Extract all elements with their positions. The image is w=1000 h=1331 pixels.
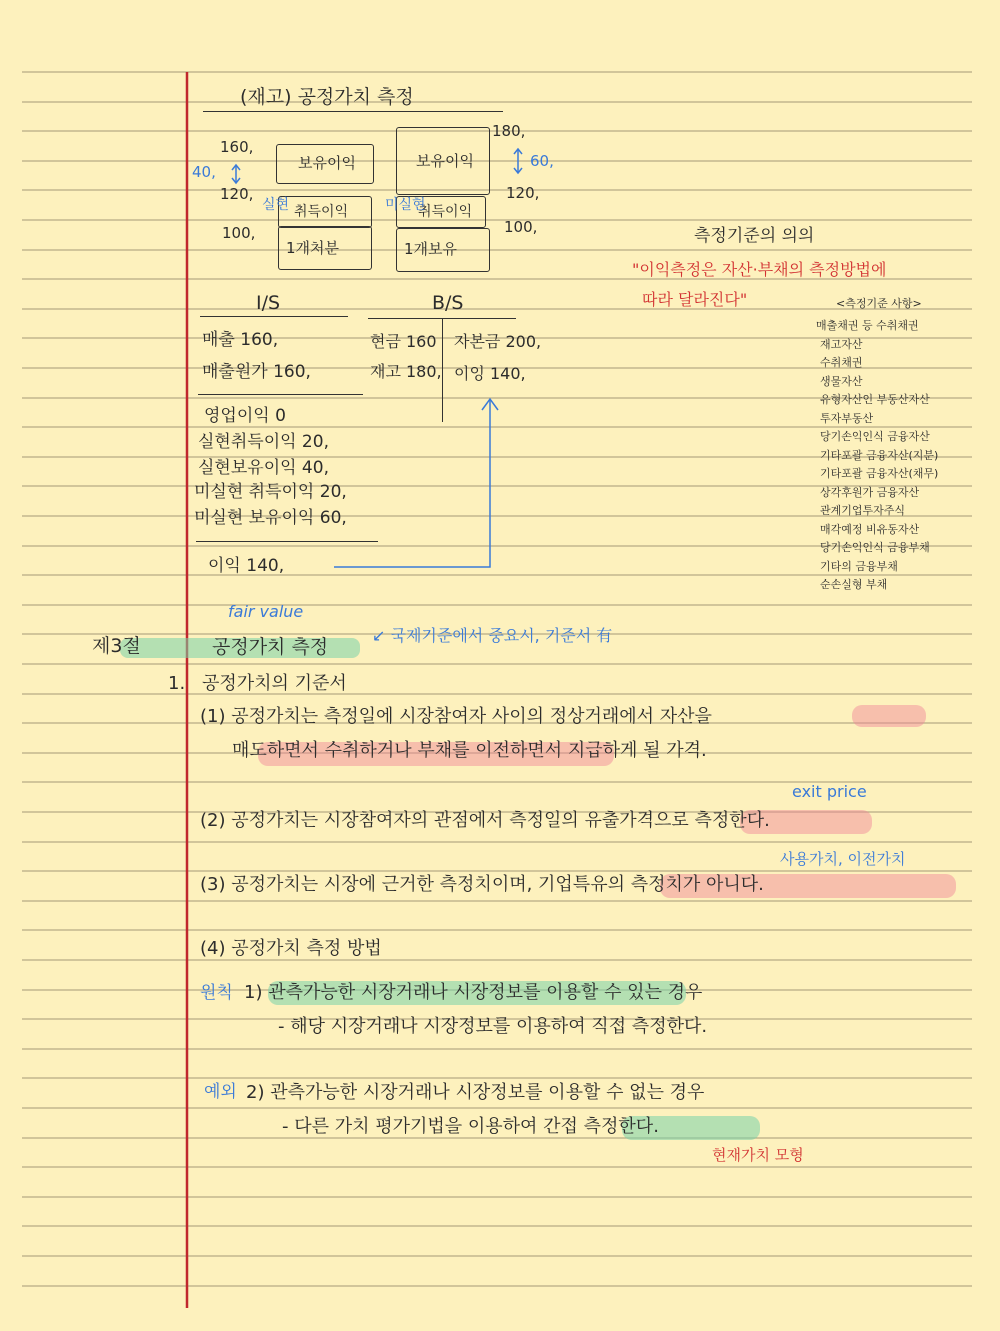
side-note-item: 당기손익인식 금융부채 [820, 541, 930, 554]
is-unrealized-hold-gain: 미실현 보유이익 60, [194, 508, 347, 528]
side-note-item: 재고자산 [820, 337, 863, 351]
exception-label: 예외 [204, 1082, 237, 1102]
exception-line-1: 2) 관측가능한 시장거래나 시장정보를 이용할 수 없는 경우 [246, 1082, 705, 1103]
current-value-note: 현재가치 모형 [712, 1146, 804, 1164]
left-value-120: 120, [220, 185, 254, 203]
point-2: (2) 공정가치는 시장참여자의 관점에서 측정일의 유출가격으로 측정한다. [200, 810, 770, 831]
side-note-item: 순손실형 부채 [820, 578, 888, 591]
side-note-item: 당기손익인식 금융자산 [820, 430, 930, 443]
is-unrealized-acq-gain: 미실현 취득이익 20, [194, 482, 347, 502]
bs-retained-earnings: 이잉 140, [454, 364, 526, 383]
is-profit: 이익 140, [208, 556, 285, 576]
side-note-item: 수취채권 [820, 356, 863, 369]
point-1-line-2: 매도하면서 수취하거나 부채를 이전하면서 지급하게 될 가격. [232, 740, 707, 761]
exit-price-note: exit price [792, 782, 867, 801]
box-disposed-label: 1개처분 [286, 239, 340, 257]
is-divider [198, 394, 363, 395]
side-note-quote-1: "이익측정은 자산·부채의 측정방법에 [632, 260, 887, 279]
side-note-item: 유형자산인 부동산자산 [820, 393, 930, 406]
side-note-item: 매각예정 비유동자산 [820, 522, 920, 536]
is-sales: 매출 160, [202, 330, 279, 350]
is-title-underline [200, 316, 348, 317]
side-note-item: 기타포괄 금융자산(채무) [820, 467, 939, 480]
side-note-item: 생물자산 [820, 374, 863, 388]
bs-title: B/S [432, 292, 464, 314]
side-note-item: 기타의 금융부채 [820, 559, 898, 573]
left-value-160: 160, [220, 138, 254, 156]
is-realized-acq-gain: 실현취득이익 20, [198, 432, 329, 452]
left-value-100: 100, [222, 224, 256, 242]
side-note-item: 관계기업투자주식 [820, 504, 906, 517]
use-value-note: 사용가치, 이전가치 [780, 850, 906, 868]
right-value-120: 120, [506, 184, 540, 202]
box-held-label: 1개보유 [404, 240, 458, 258]
principle-label: 원칙 [200, 983, 233, 1003]
box-acq-gain-right-label: 취득이익 [418, 204, 473, 220]
tag-unrealized: 미실현 [385, 197, 426, 213]
is-total-divider [196, 541, 378, 542]
box-holding-gain-right-label: 보유이익 [416, 152, 474, 170]
is-title: I/S [256, 292, 281, 314]
point-1-line-1: (1) 공정가치는 측정일에 시장참여자 사이의 정상거래에서 자산을 [200, 706, 712, 727]
is-realized-hold-gain: 실현보유이익 40, [198, 458, 329, 478]
point-4: (4) 공정가치 측정 방법 [200, 938, 382, 959]
bs-cash: 현금 160 [370, 332, 437, 351]
bs-inventory: 재고 180, [370, 362, 442, 381]
heading-number: 1. [168, 673, 186, 694]
side-note-item: 상각후원가 금융자산 [820, 485, 920, 499]
exception-line-2: - 다른 가치 평가기법을 이용하여 간접 측정한다. [282, 1116, 659, 1137]
left-diff: 40, [192, 163, 216, 181]
section-title: 공정가치 측정 [212, 636, 329, 658]
fair-value-label: fair value [228, 602, 304, 621]
box-acq-gain-left-label: 취득이익 [294, 204, 349, 220]
bs-center-line [442, 318, 443, 422]
principle-line-2: - 해당 시장거래나 시장정보를 이용하여 직접 측정한다. [278, 1016, 708, 1037]
tag-realized: 실현 [262, 197, 290, 213]
point-3: (3) 공정가치는 시장에 근거한 측정치이며, 기업특유의 측정치가 아니다. [200, 874, 764, 895]
right-value-100: 100, [504, 218, 538, 236]
heading-title: 공정가치의 기준서 [202, 673, 347, 694]
side-note-list-header: <측정기준 사항> [836, 297, 922, 310]
side-note-item: 기타포괄 금융자산(지분) [820, 448, 939, 462]
is-operating-profit: 영업이익 0 [204, 406, 286, 426]
diagram-title: (재고) 공정가치 측정 [240, 86, 414, 108]
principle-line-1: 1) 관측가능한 시장거래나 시장정보를 이용할 수 있는 경우 [244, 982, 703, 1003]
box-holding-gain-left-label: 보유이익 [298, 154, 356, 172]
right-diff: 60, [530, 152, 554, 170]
side-note-item: 투자부동산 [820, 411, 874, 425]
side-note-quote-2: 따라 달라진다" [642, 290, 748, 309]
is-cogs: 매출원가 160, [202, 362, 311, 382]
section-note: ↙ 국제기준에서 중요시, 기준서 有 [372, 626, 613, 645]
bs-capital: 자본금 200, [454, 332, 542, 351]
side-note-title: 측정기준의 의의 [694, 226, 815, 246]
side-note-item: 매출채권 등 수취채권 [816, 319, 919, 332]
right-value-180: 180, [492, 122, 526, 140]
hl-asset [852, 705, 926, 727]
chapter-label: 제3절 [92, 635, 141, 657]
